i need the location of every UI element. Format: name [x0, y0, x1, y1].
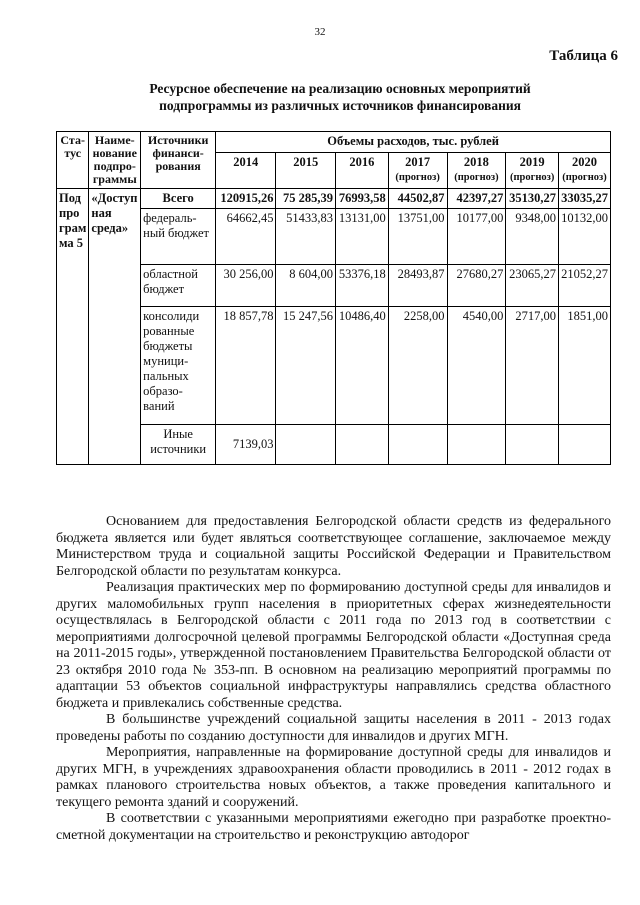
title-line-1: Ресурсное обеспечение на реализацию основных мероприятий — [149, 81, 531, 96]
paragraph: В большинстве учреждений социальной защиты населения в 2011 - 2013 годах проведены работы по созданию доступности для инвалидов и других МГН. — [56, 712, 611, 744]
value-cell — [276, 425, 336, 465]
value-cell: 33035,27 — [559, 189, 611, 209]
header-status: Ста-тус — [57, 132, 89, 189]
value-cell: 42397,27 — [447, 189, 506, 209]
value-cell: 120915,26 — [216, 189, 276, 209]
header-year: 2017 (прогноз) — [388, 152, 447, 188]
value-cell: 7139,03 — [216, 425, 276, 465]
paragraph: Мероприятия, направленные на формирование доступной среды для инвалидов и других МГН, в учреждениях здравоохранения области проводились в 2011 - 2012 годах в рамках планового строительства новых объектов, а также проведения капитального и текущего ремонта зданий и сооружений. — [56, 745, 611, 810]
value-cell: 8 604,00 — [276, 265, 336, 307]
source-cell: областной бюджет — [141, 265, 216, 307]
value-cell: 15 247,56 — [276, 307, 336, 425]
value-cell: 10486,40 — [336, 307, 389, 425]
header-expenses: Объемы расходов, тыс. рублей — [216, 132, 611, 153]
status-cell: Под про грам ма 5 — [57, 189, 89, 465]
table-row — [57, 189, 611, 209]
body-text — [56, 514, 611, 844]
value-cell: 1851,00 — [559, 307, 611, 425]
value-cell — [336, 425, 389, 465]
source-cell: федераль-ный бюджет — [141, 209, 216, 265]
value-cell: 51433,83 — [276, 209, 336, 265]
value-cell: 4540,00 — [447, 307, 506, 425]
header-year: 2018 (прогноз) — [447, 152, 506, 188]
value-cell: 2717,00 — [506, 307, 559, 425]
header-name: Наиме-нование подпро-граммы — [89, 132, 141, 189]
value-cell: 75 285,39 — [276, 189, 336, 209]
value-cell: 2258,00 — [388, 307, 447, 425]
header-year: 2016 — [336, 152, 389, 188]
table-caption: Таблица 6 — [549, 48, 618, 64]
budget-table — [56, 131, 611, 465]
header-sources: Источники финанси-рования — [141, 132, 216, 189]
paragraph: Реализация практических мер по формированию доступной среды для инвалидов и других маломобильных групп населения в приоритетных сферах жизнедеятельности осуществлялась в Белгородской области с 2011 года по 2013 год в соответствии с мероприятиями долгосрочной целевой программы Белгородской области «Доступная среда на 2011-2015 годы», утвержденной постановлением Правительства Белгородской области от 23 октября 2010 года № 353-пп. В основном на реализацию мероприятий программы по адаптации 53 объектов социальной инфраструктуры направлялись средства областного бюджета и привлекались собственные средства. — [56, 580, 611, 711]
value-cell: 23065,27 — [506, 265, 559, 307]
value-cell: 18 857,78 — [216, 307, 276, 425]
title-line-2: подпрограммы из различных источников финансирования — [159, 98, 521, 113]
header-row-1 — [57, 132, 611, 153]
value-cell: 9348,00 — [506, 209, 559, 265]
header-year: 2014 — [216, 152, 276, 188]
value-cell: 28493,87 — [388, 265, 447, 307]
header-year: 2019 (прогноз) — [506, 152, 559, 188]
header-year: 2015 — [276, 152, 336, 188]
value-cell: 27680,27 — [447, 265, 506, 307]
source-cell: Иные источники — [141, 425, 216, 465]
source-cell: Всего — [141, 189, 216, 209]
value-cell — [447, 425, 506, 465]
value-cell: 35130,27 — [506, 189, 559, 209]
value-cell: 64662,45 — [216, 209, 276, 265]
value-cell — [506, 425, 559, 465]
paragraph: В соответствии с указанными мероприятиями ежегодно при разработке проектно-сметной документации на строительство и реконструкцию автодорог — [56, 811, 611, 843]
value-cell — [388, 425, 447, 465]
value-cell: 10132,00 — [559, 209, 611, 265]
document-title — [90, 80, 590, 114]
value-cell — [559, 425, 611, 465]
value-cell: 21052,27 — [559, 265, 611, 307]
page-number: 32 — [314, 26, 326, 38]
name-cell: «Доступ ная среда» — [89, 189, 141, 465]
value-cell: 30 256,00 — [216, 265, 276, 307]
value-cell: 76993,58 — [336, 189, 389, 209]
source-cell: консолиди рованные бюджеты муници-пальных образо-ваний — [141, 307, 216, 425]
paragraph: Основанием для предоставления Белгородской области средств из федерального бюджета является или будет являться соответствующее соглашение, заключаемое между Министерством труда и социальной защиты Российской Федерации и Правительством Белгородской области по результатам конкурса. — [56, 514, 611, 579]
value-cell: 13751,00 — [388, 209, 447, 265]
value-cell: 44502,87 — [388, 189, 447, 209]
value-cell: 10177,00 — [447, 209, 506, 265]
value-cell: 53376,18 — [336, 265, 389, 307]
header-year: 2020 (прогноз) — [559, 152, 611, 188]
value-cell: 13131,00 — [336, 209, 389, 265]
